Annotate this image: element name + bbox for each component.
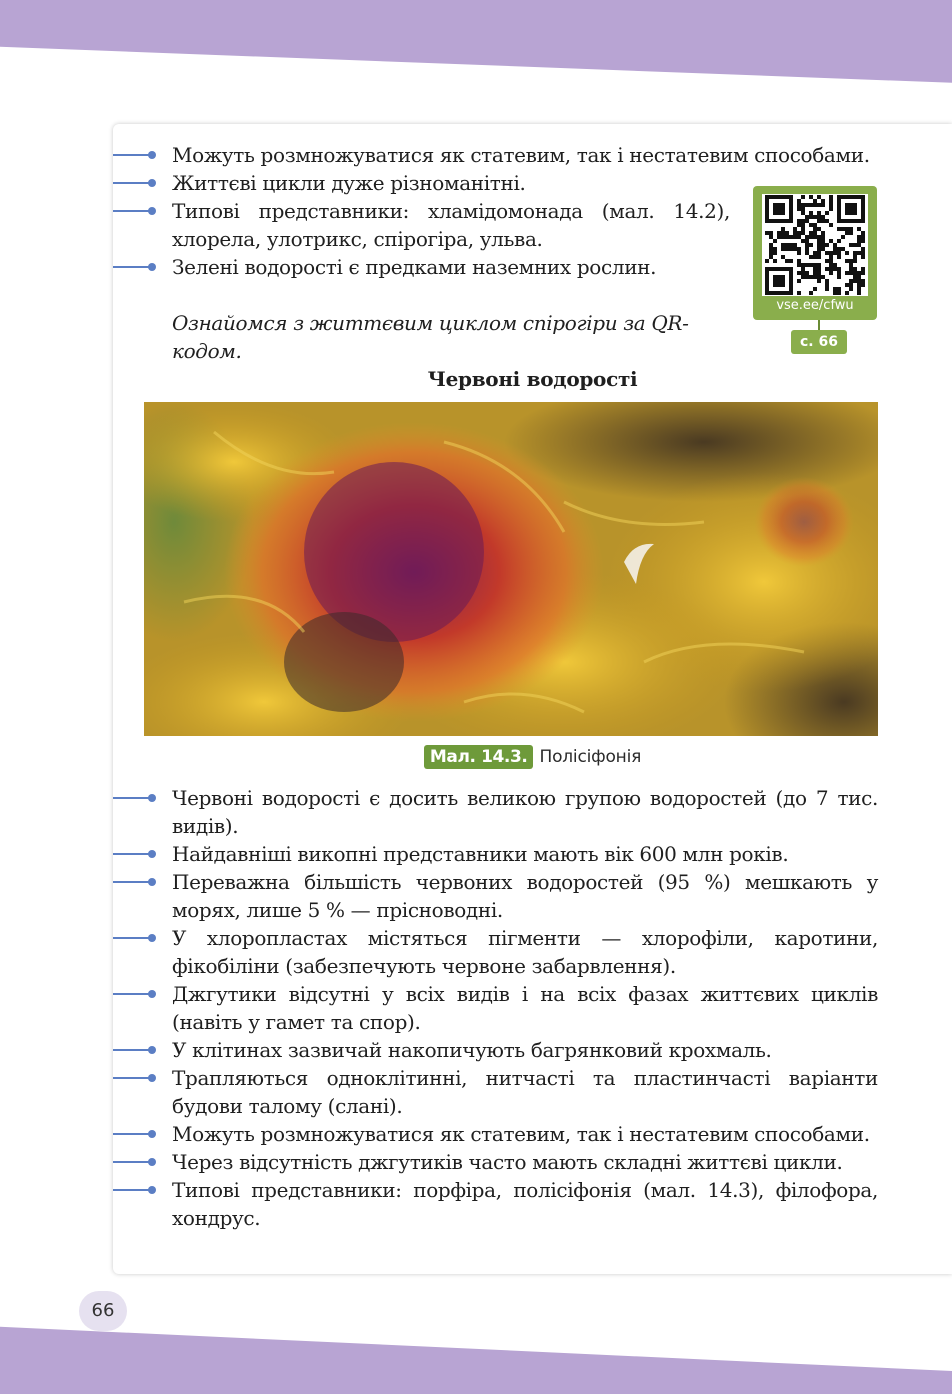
algae-image <box>144 402 878 736</box>
list-item <box>113 784 952 840</box>
bullet-dot <box>148 850 156 858</box>
bullet-line <box>113 1133 151 1135</box>
bullet-dot <box>148 878 156 886</box>
bullet-line <box>113 993 151 995</box>
bullet-dot <box>148 179 156 187</box>
list-item-text: Можуть розмножуватися як статевим, так і нестатевим способами. <box>172 143 870 167</box>
bullet-line <box>113 1077 151 1079</box>
page-number: 66 <box>79 1291 127 1331</box>
top-decorative-band <box>0 0 952 90</box>
list-item <box>113 1148 952 1176</box>
bullet-line <box>113 1189 151 1191</box>
qr-url[interactable]: vse.ee/cfwu <box>776 298 854 313</box>
list-item <box>113 141 952 169</box>
bullet-dot <box>148 151 156 159</box>
list-item-text: Через відсутність джгутиків часто мають складні життєві цикли. <box>172 1150 843 1174</box>
list-item <box>113 980 952 1036</box>
qr-code-icon[interactable] <box>762 194 868 296</box>
bullet-line <box>113 154 151 156</box>
bullet-dot <box>148 263 156 271</box>
list-item <box>113 1176 952 1232</box>
red-algae-list <box>113 784 952 1232</box>
bullet-line <box>113 182 151 184</box>
figure-caption-text: Полісіфонія <box>539 747 642 767</box>
list-item <box>113 1120 952 1148</box>
list-item <box>113 1064 952 1120</box>
list-item-text: Життєві цикли дуже різноманітні. <box>172 171 526 195</box>
section-heading: Червоні водорості <box>427 367 638 391</box>
qr-instruction-note: Ознайомся з життєвим циклом спірогіри за QR-кодом. <box>172 311 689 363</box>
list-item <box>113 924 952 980</box>
list-item-text: Найдавніші викопні представники мають вік 600 млн років. <box>172 842 789 866</box>
bullet-line <box>113 937 151 939</box>
bullet-dot <box>148 934 156 942</box>
bullet-dot <box>148 1046 156 1054</box>
figure-label: Мал. 14.3. <box>424 745 534 769</box>
polysiphonia-photo <box>144 402 878 736</box>
list-item-text: Зелені водорості є предками наземних рослин. <box>172 255 657 279</box>
list-item-text: Можуть розмножуватися як статевим, так і нестатевим способами. <box>172 1122 870 1146</box>
bottom-decorative-band <box>0 1312 952 1394</box>
bullet-line <box>113 210 151 212</box>
bullet-dot <box>148 1074 156 1082</box>
bullet-dot <box>148 990 156 998</box>
list-item-text: Типові представники: порфіра, полісіфонія (мал. 14.3), філофора, хондрус. <box>172 1178 878 1230</box>
qr-code-graphic <box>762 194 868 296</box>
qr-connector <box>818 320 820 330</box>
bullet-dot <box>148 1158 156 1166</box>
bullet-line <box>113 797 151 799</box>
bullet-dot <box>148 794 156 802</box>
bullet-dot <box>148 1130 156 1138</box>
bullet-dot <box>148 207 156 215</box>
bullet-line <box>113 1161 151 1163</box>
qr-card[interactable] <box>753 186 877 320</box>
list-item <box>113 868 952 924</box>
bullet-line <box>113 853 151 855</box>
list-item-text: У клітинах зазвичай накопичують багрянковий крохмаль. <box>172 1038 772 1062</box>
qr-block[interactable] <box>753 186 878 356</box>
content-card <box>113 124 952 1274</box>
bullet-line <box>113 881 151 883</box>
list-item <box>113 840 952 868</box>
qr-page-ref: с. 66 <box>791 330 847 354</box>
list-item-text: Переважна більшість червоних водоростей (95 %) мешкають у морях, лише 5 % — прісноводні. <box>172 870 878 922</box>
list-item-text: Типові представники: хламідомонада (мал. 14.2), хлорела, улотрикс, спірогіра, ульва. <box>172 199 730 251</box>
list-item-text: Трапляються одноклітинні, нитчасті та пластинчасті варіанти будови талому (слані). <box>172 1066 878 1118</box>
figure-caption <box>113 745 952 769</box>
list-item-text: Джгутики відсутні у всіх видів і на всіх фазах життєвих циклів (навіть у гамет та спор). <box>172 982 878 1034</box>
bullet-line <box>113 1049 151 1051</box>
list-item-text: Червоні водорості є досить великою групою водоростей (до 7 тис. видів). <box>172 786 878 838</box>
list-item <box>113 1036 952 1064</box>
list-item-text: У хлоропластах містяться пігменти — хлорофіли, каротини, фікобіліни (забезпечують червоне забарвлення). <box>172 926 878 978</box>
bullet-line <box>113 266 151 268</box>
bullet-dot <box>148 1186 156 1194</box>
